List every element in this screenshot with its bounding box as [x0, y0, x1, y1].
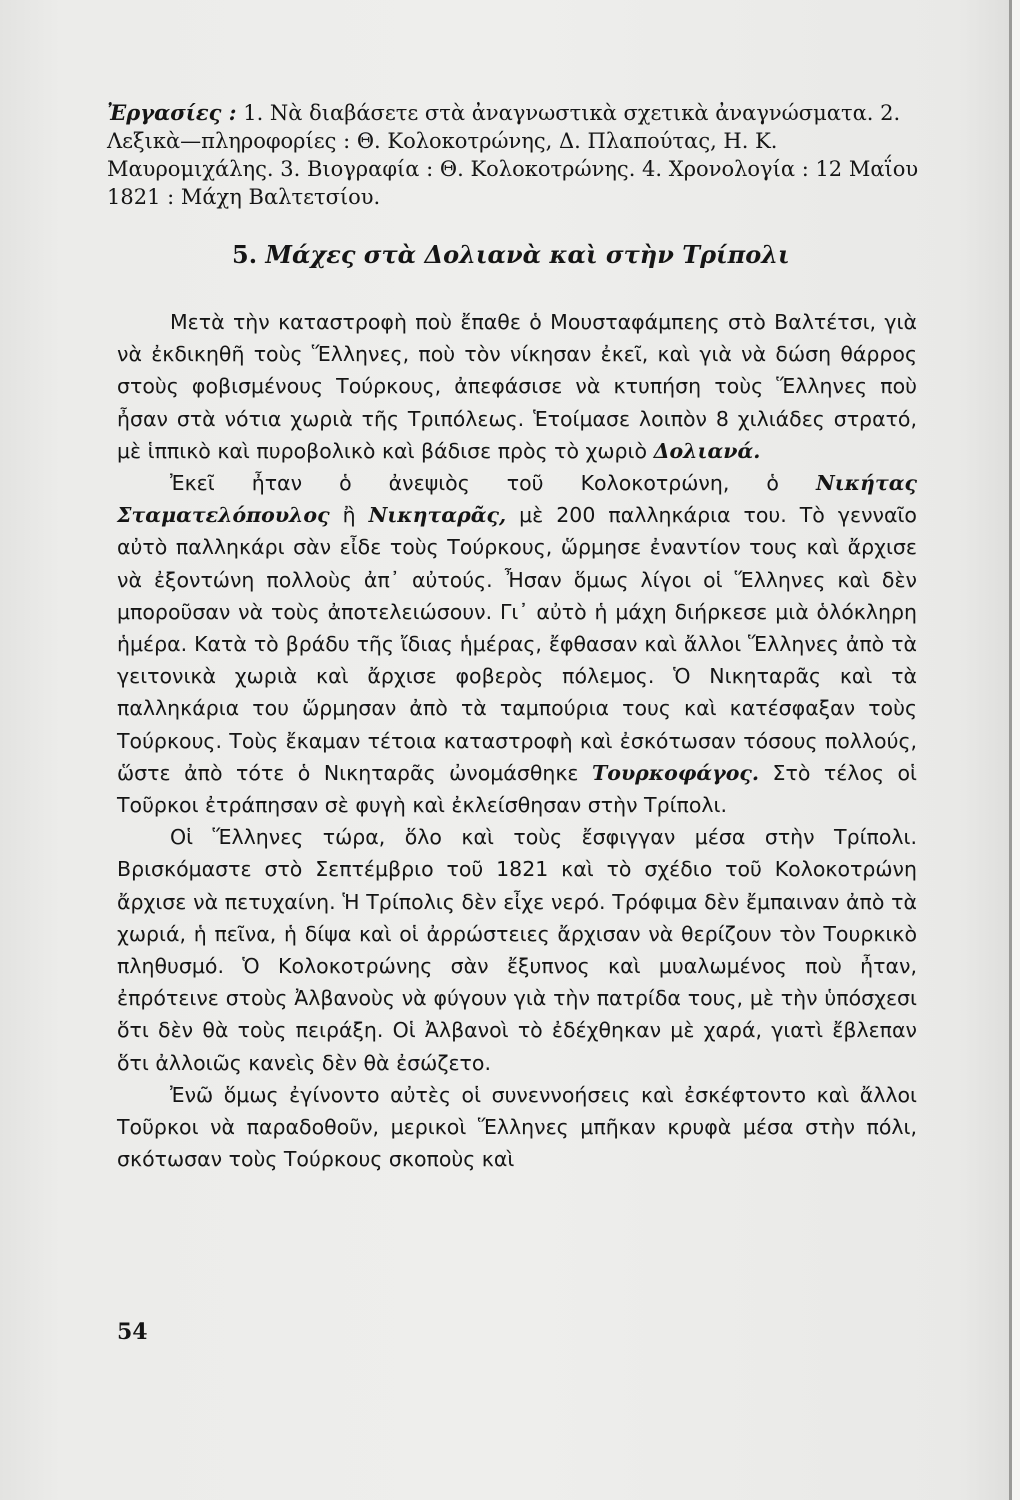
paragraph-2-or: ἢ [342, 503, 356, 528]
person-name-nikitaras: Νικηταρᾶς, [368, 503, 507, 528]
page-number: 54 [117, 1319, 148, 1345]
exercises-block [107, 99, 919, 211]
section-title: Μάχες στὰ Δολιανὰ καὶ στὴν Τρίπολι [265, 240, 790, 269]
paragraph-2-text-c: Στὸ τέλος οἱ Τοῦρκοι ἐτράπησαν σὲ φυγὴ καὶ ἐκλείσθησαν στὴν Τρίπολι. [117, 760, 917, 818]
place-name-dolianá: Δολιανά. [653, 438, 761, 463]
exercises-label: Ἐργασίες : [107, 100, 237, 125]
epithet-tourkofagos: Τουρκοφάγος. [592, 760, 760, 785]
exercises-text: 1. Νὰ διαβάσετε στὰ ἀναγνωστικὰ σχετικὰ ἀναγνώσματα. 2. Λεξικὰ—πληροφορίες : Θ. Κολοκοτρώνης, Δ. Πλαπούτας, Η. Κ. Μαυρομιχάλης. 3. Βιογραφία : Θ. Κολοκοτρώνης. 4. Χρονολογία : 12 Μαΐου 1821 : Μάχη Βαλτετσίου. [107, 101, 919, 209]
paragraph-2-text-b: μὲ 200 παλληκάρια του. Τὸ γενναῖο αὐτὸ παλληκάρι σὰν εἶδε τοὺς Τούρκους, ὥρμησε ἐναντίον τους καὶ ἄρχισε νὰ ἐξοντώνη πολλοὺς ἀπ᾿ αὐτούς. Ἦσαν ὅμως λίγοι οἱ Ἕλληνες καὶ δὲν μποροῦσαν νὰ τοὺς ἀποτελειώσουν. Γι᾿ αὐτὸ ἡ μάχη διήρκεσε μιὰ ὁλόκληρη ἡμέρα. Κατὰ τὸ βράδυ τῆς ἴδιας ἡμέρας, ἔφθασαν καὶ ἄλλοι Ἕλληνες ἀπὸ τὰ γειτονικὰ χωριὰ καὶ ἄρχισε φοβερὸς πόλεμος. Ὁ Νικηταρᾶς καὶ τὰ παλληκάρια του ὥρμησαν ἀπὸ τὰ ταμπούρια τους καὶ κατέσφαξαν τοὺς Τούρκους. Τοὺς ἔκαμαν τέτοια καταστροφὴ καὶ ἐσκότωσαν τόσους πολλούς, ὥστε ἀπὸ τότε ὁ Νικηταρᾶς ὠνομάσθηκε [117, 503, 917, 785]
section-number: 5. [232, 240, 258, 269]
paragraph-3: Οἱ Ἕλληνες τώρα, ὅλο καὶ τοὺς ἔσφιγγαν μέσα στὴν Τρίπολι. Βρισκόμαστε στὸ Σεπτέμβριο τοῦ 1821 καὶ τὸ σχέδιο τοῦ Κολοκοτρώνη ἄρχισε νὰ πετυχαίνη. Ἡ Τρίπολις δὲν εἶχε νερό. Τρόφιμα δὲν ἔμπαιναν ἀπὸ τὰ χωριά, ἡ πεῖνα, ἡ δίψα καὶ οἱ ἀρρώστειες ἄρχισαν νὰ θερίζουν τὸν Τουρκικὸ πληθυσμό. Ὁ Κολοκοτρώνης σὰν ἔξυπνος καὶ μυαλωμένος ποὺ ἦταν, ἐπρότεινε στοὺς Ἀλβανοὺς νὰ φύγουν γιὰ τὴν πατρίδα τους, μὲ τὴν ὑπόσχεσι ὅτι δὲν θὰ τοὺς πειράξη. Οἱ Ἀλβανοὶ τὸ ἐδέχθηκαν μὲ χαρά, γιατὶ ἔβλεπαν ὅτι ἀλλοιῶς κανεὶς δὲν θὰ ἐσώζετο. [117, 825, 917, 1075]
paragraph-1 [117, 306, 917, 467]
paragraph-4: Ἐνῶ ὅμως ἐγίνοντο αὐτὲς οἱ συνεννοήσεις καὶ ἐσκέφτοντο καὶ ἄλλοι Τοῦρκοι νὰ παραδοθοῦν, μερικοὶ Ἕλληνες μπῆκαν κρυφὰ μέσα στὴν πόλι, σκότωσαν τοὺς Τούρκους σκοποὺς καὶ [117, 1082, 917, 1172]
paragraph-2-text-a: Ἐκεῖ ἦταν ὁ ἀνεψιὸς τοῦ Κολοκοτρώνη, ὁ [170, 471, 779, 496]
page-edge-line [1009, 0, 1012, 1500]
section-heading [232, 240, 872, 269]
paragraph-2 [117, 467, 917, 821]
person-name-nikitas: Νικήτας Σταματελόπουλος [117, 471, 917, 528]
paragraph-1-text: Μετὰ τὴν καταστροφὴ ποὺ ἔπαθε ὁ Μουσταφάμπεης στὸ Βαλτέτσι, γιὰ νὰ ἐκδικηθῆ τοὺς Ἕλληνες, ποὺ τὸν νίκησαν ἐκεῖ, καὶ γιὰ νὰ δώση θάρρος στοὺς φοβισμένους Τούρκους, ἀπεφάσισε νὰ κτυπήση τοὺς Ἕλληνες ποὺ ἦσαν στὰ νότια χωριὰ τῆς Τριπόλεως. Ἑτοίμασε λοιπὸν 8 χιλιάδες στρατό, μὲ ἱππικὸ καὶ πυροβολικὸ καὶ βάδισε πρὸς τὸ χωριὸ [117, 310, 917, 463]
page-edge [1012, 0, 1020, 1500]
body-text [117, 306, 917, 1175]
